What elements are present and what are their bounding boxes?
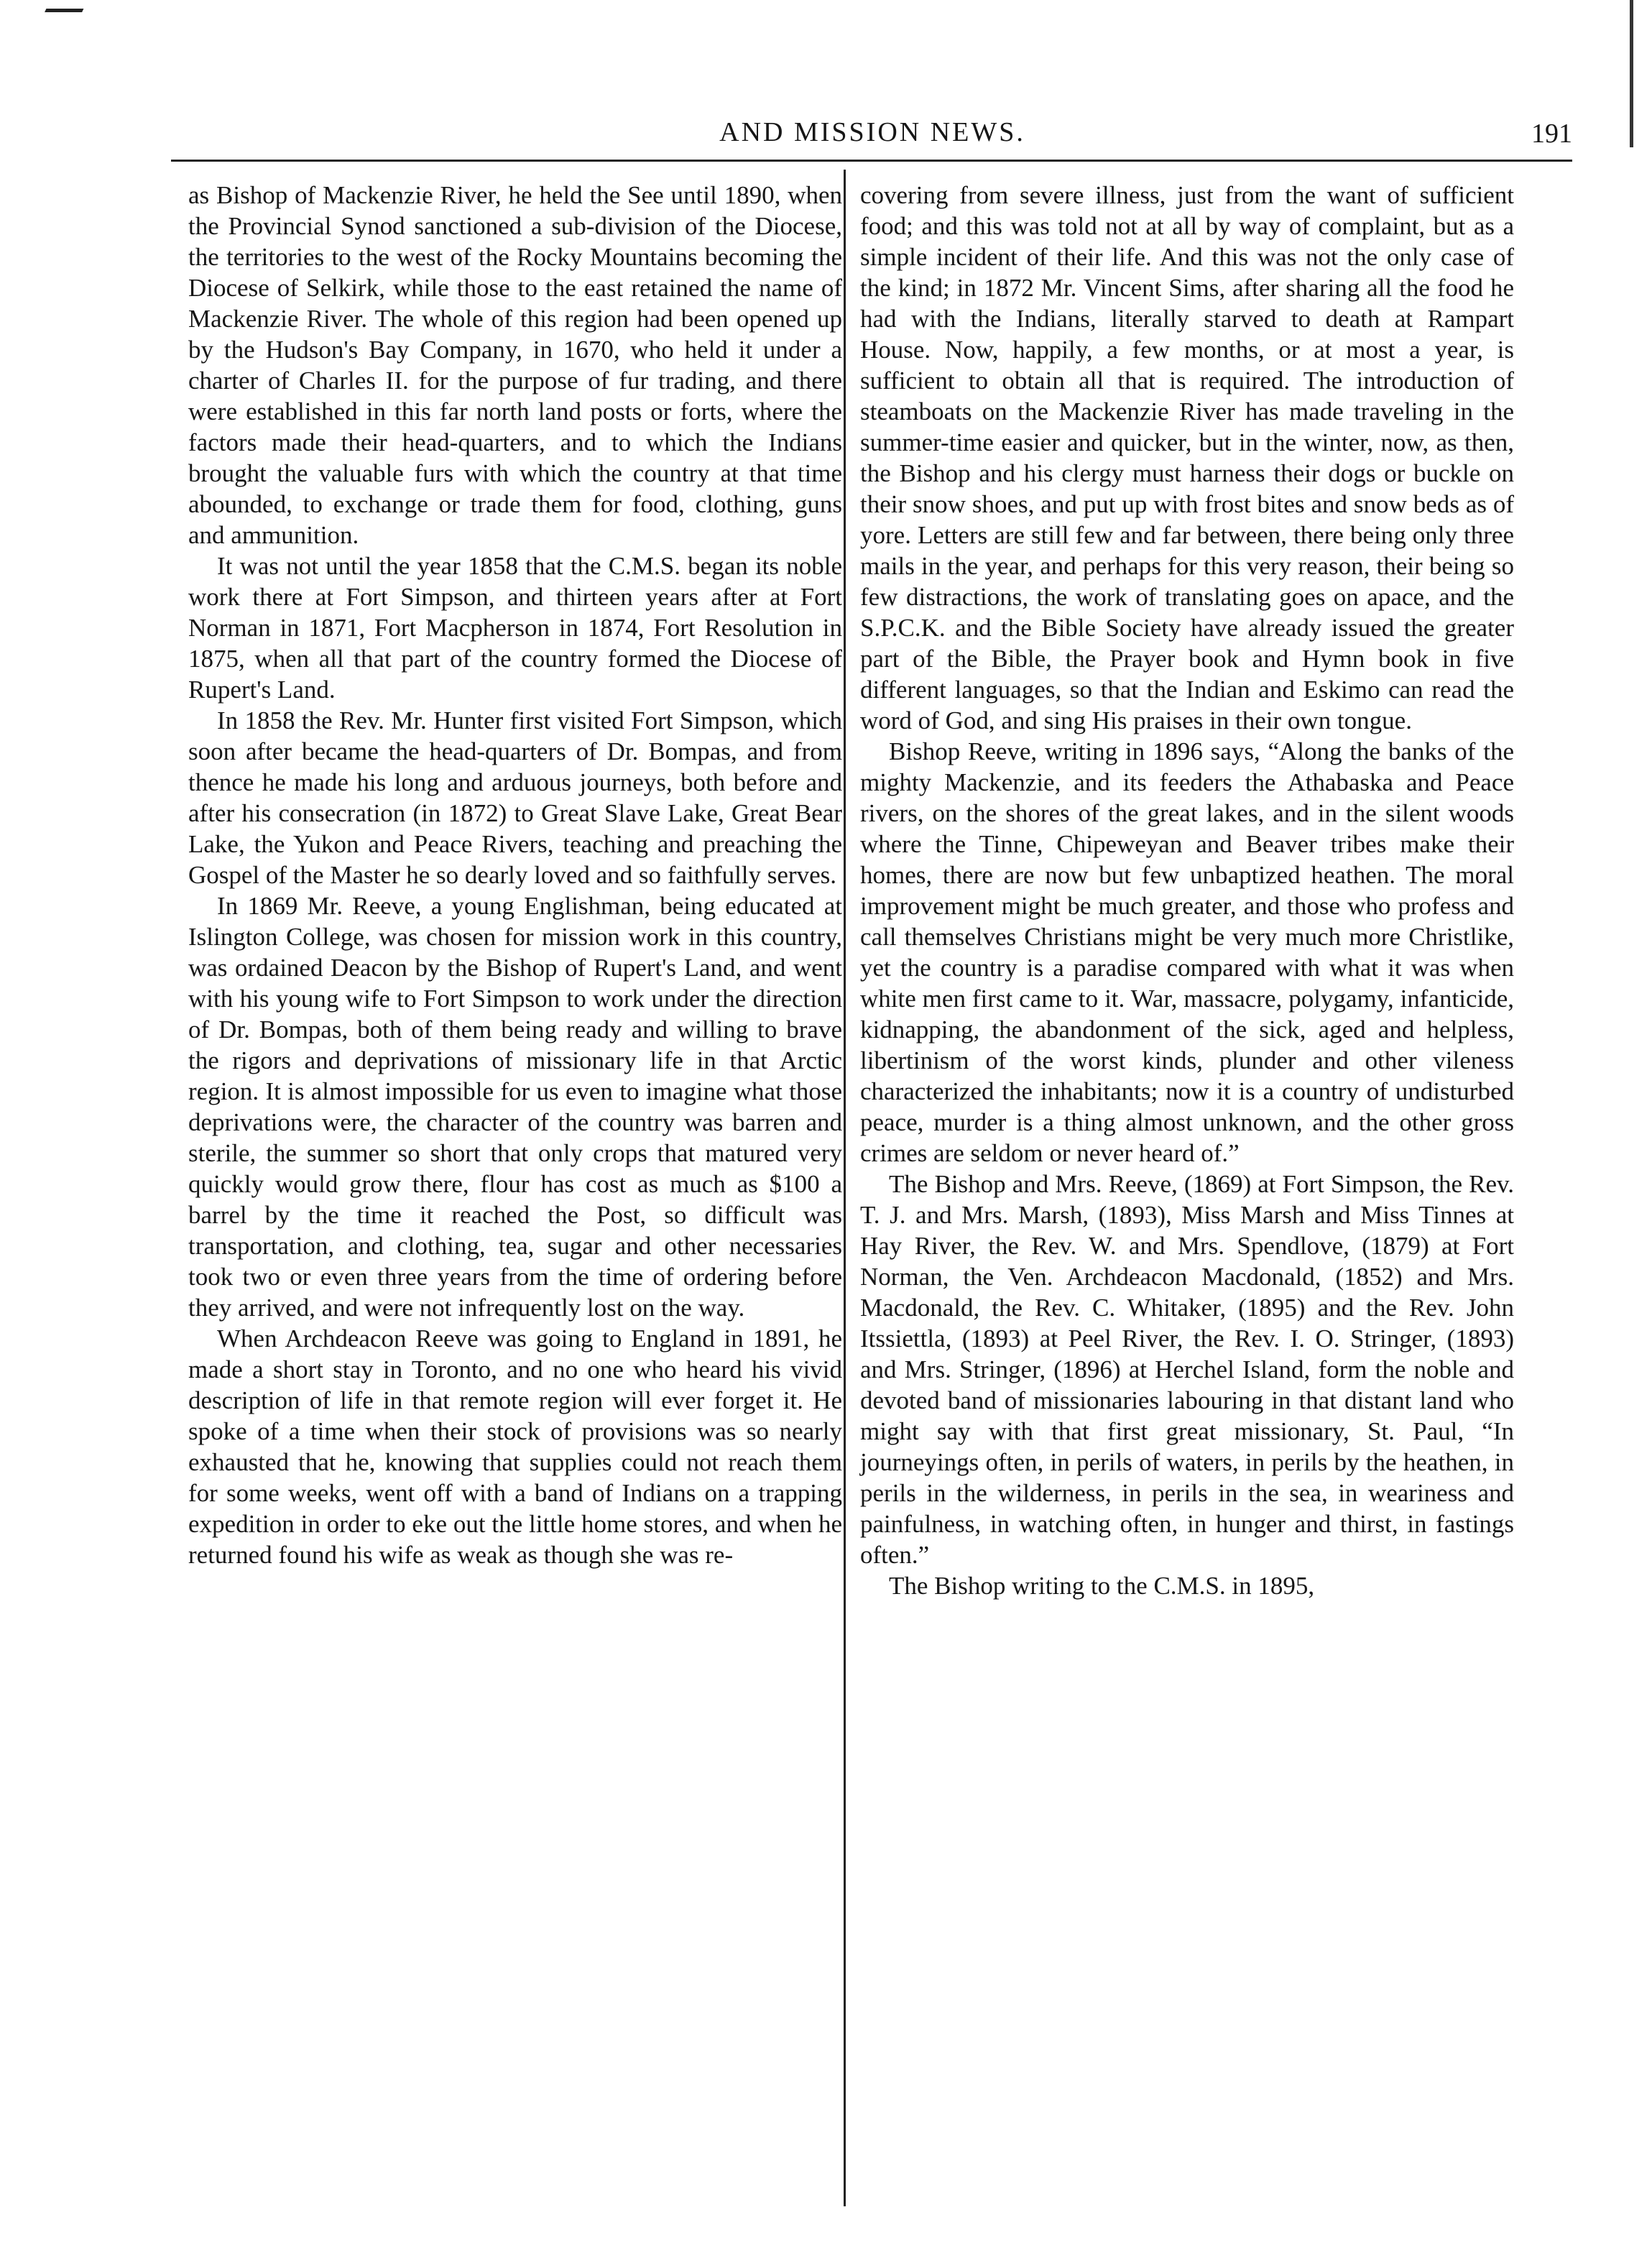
paragraph: In 1869 Mr. Reeve, a young Englishman, being educated at Islington College, was chosen for mission work in this country, was ordained Deacon by the Bishop of Rupert's Land, and went with his young wife to Fort Simpson to work under the direction of Dr. Bompas, both of them being ready and willing to brave the rigors and deprivations of missionary life in that Arctic region. It is almost impossible for us even to imagine what those deprivations were, the character of the country was barren and sterile, the summer so short that only crops that matured very quickly would grow there, flour has cost as much as $100 a barrel by the time it reached the Post, so difficult was transportation, and clothing, tea, sugar and other necessaries took two or even three years from the time of ordering before they arrived, and were not infrequently lost on the way.	[188, 892, 842, 1322]
paragraph: The Bishop writing to the C.M.S. in 1895,	[889, 1572, 1315, 1600]
right-column	[860, 180, 1514, 2199]
page-number: 191	[1531, 119, 1572, 149]
paragraph: The Bishop and Mrs. Reeve, (1869) at Fort Simpson, the Rev. T. J. and Mrs. Marsh, (1893), Miss Marsh and Miss Tinnes at Hay River, the Rev. W. and Mrs. Spendlove, (1879) at Fort Norman, the Ven. Archdeacon Macdonald, (1852) and Mrs. Macdonald, the Rev. C. Whitaker, (1895) and the Rev. John Itssiettla, (1893) at Peel River, the Rev. I. O. Stringer, (1893) and Mrs. Stringer, (1896) at Herchel Island, form the noble and devoted band of missionaries labouring in that distant land who might say with that first great missionary, St. Paul, “In journeyings often, in perils of waters, in perils by the heathen, in perils in the wilderness, in perils in the sea, in weariness and painfulness, in watching often, in hunger and thirst, in fastings often.”	[860, 1170, 1514, 1569]
column-divider	[844, 170, 846, 2206]
paragraph: It was not until the year 1858 that the C.M.S. began its noble work there at Fort Simpson, and thirteen years after at Fort Norman in 1871, Fort Macpherson in 1874, Fort Resolution in 1875, when all that part of the country formed the Diocese of Rupert's Land.	[188, 552, 842, 704]
paragraph: When Archdeacon Reeve was going to England in 1891, he made a short stay in Toronto, and no one who heard his vivid description of life in that remote region will ever forget it. He spoke of a time when their stock of provisions was so nearly exhausted that he, knowing that supplies could not reach them for some weeks, went off with a band of Indians on a trapping expedition in order to eke out the little home stores, and when he returned found his wife as weak as though she was re-	[188, 1325, 842, 1569]
paragraph: Bishop Reeve, writing in 1896 says, “Along the banks of the mighty Mackenzie, and its feeders the Athabaska and Peace rivers, on the shores of the great lakes, and in the silent woods where the Tinne, Chipeweyan and Beaver tribes make their homes, there are now but few unbaptized heathen. The moral improvement might be much greater, and those who profess and call themselves Christians might be very much more Christlike, yet the country is a paradise compared with what it was when white men first came to it. War, massacre, polygamy, infanticide, kidnapping, the abandonment of the sick, aged and helpless, libertinism of the worst kinds, plunder and other vileness characterized the inhabitants; now it is a country of undisturbed peace, murder is a thing almost unknown, and the other gross crimes are seldom or never heard of.”	[860, 737, 1514, 1167]
scan-edge-line	[1630, 0, 1633, 147]
paragraph: In 1858 the Rev. Mr. Hunter first visited Fort Simpson, which soon after became the head-quarters of Dr. Bompas, and from thence he made his long and arduous journeys, both before and after his consecration (in 1872) to Great Slave Lake, Great Bear Lake, the Yukon and Peace Rivers, teaching and preaching the Gospel of the Master he so dearly loved and so faithfully serves.	[188, 706, 842, 889]
page-header	[172, 114, 1572, 157]
header-rule	[171, 160, 1572, 162]
running-title: AND MISSION NEWS.	[719, 117, 1025, 147]
left-column	[188, 180, 842, 2199]
paragraph: covering from severe illness, just from the want of sufficient food; and this was told not at all by way of complaint, but as a simple incident of their life. And this was not the only case of the kind; in 1872 Mr. Vincent Sims, after sharing all the food he had with the Indians, literally starved to death at Rampart House. Now, happily, a few months, or at most a year, is sufficient to obtain all that is required. The introduction of steamboats on the Mackenzie River has made traveling in the summer-time easier and quicker, but in the winter, now, as then, the Bishop and his clergy must harness their dogs or buckle on their snow shoes, and put up with frost bites and snow beds as of yore. Letters are still few and far between, there being only three mails in the year, and perhaps for this very reason, their being so few distractions, the work of translating goes on apace, and the S.P.C.K. and the Bible Society have already issued the greater part of the Bible, the Prayer book and Hymn book in five different languages, so that the Indian and Eskimo can read the word of God, and sing His praises in their own tongue.	[860, 181, 1514, 734]
paragraph: as Bishop of Mackenzie River, he held the See until 1890, when the Provincial Synod sanctioned a sub-division of the Diocese, the territories to the west of the Rocky Mountains becoming the Diocese of Selkirk, while those to the east retained the name of Mackenzie River. The whole of this region had been opened up by the Hudson's Bay Company, in 1670, who held it under a charter of Charles II. for the purpose of fur trading, and there were established in this far north land posts or forts, where the factors made their head-quarters, and to which the Indians brought the valuable furs with which the country at that time abounded, to exchange or trade them for food, clothing, guns and ammunition.	[188, 181, 842, 549]
scan-edge-mark	[40, 9, 84, 22]
